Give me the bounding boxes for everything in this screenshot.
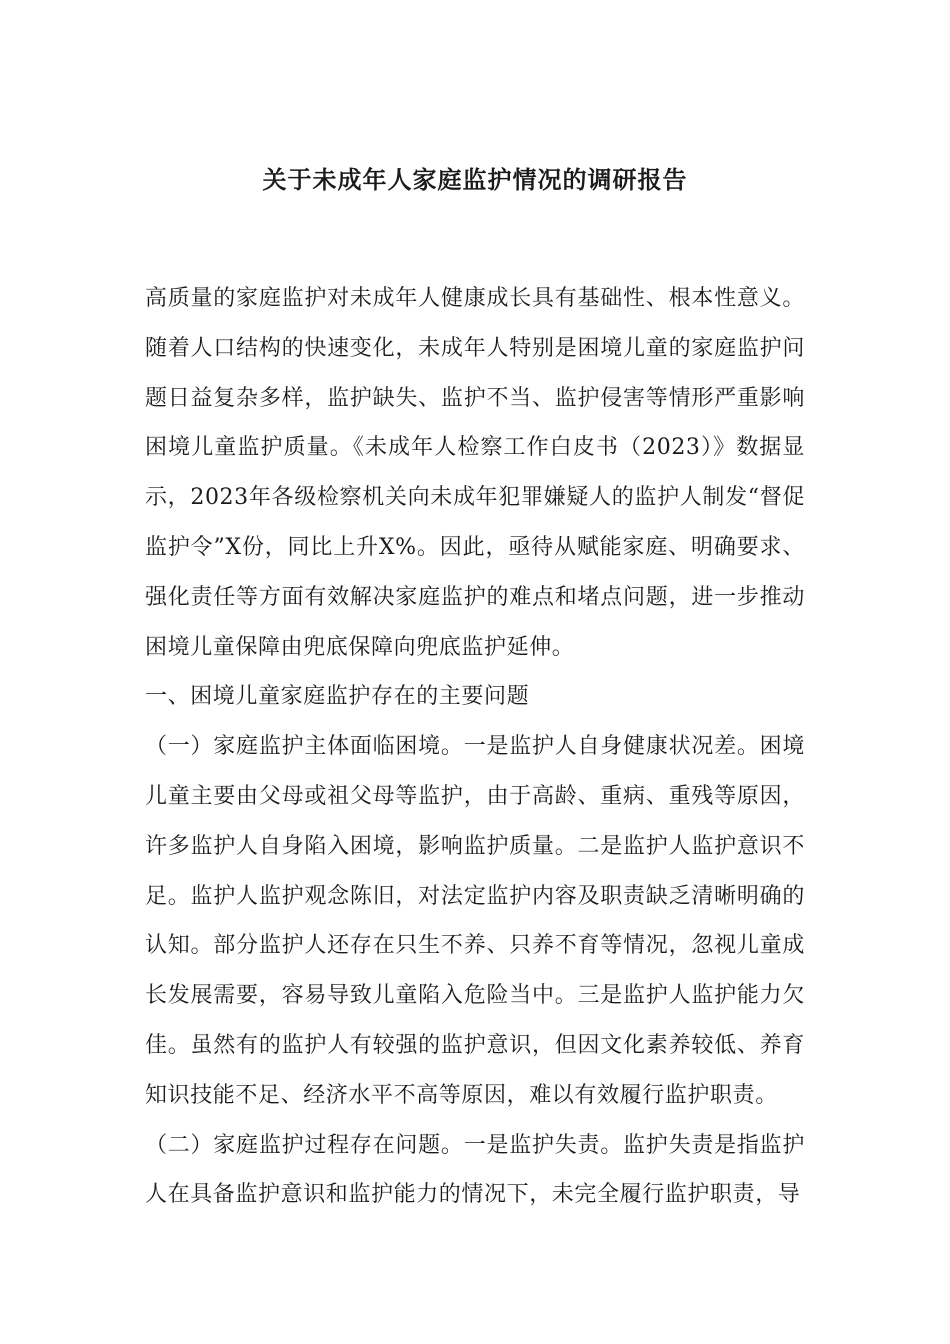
document-body <box>145 274 805 1220</box>
paragraph-intro: 高质量的家庭监护对未成年人健康成长具有基础性、根本性意义。随着人口结构的快速变化，未成年人特别是困境儿童的家庭监护问题日益复杂多样，监护缺失、监护不当、监护侵害等情形严重影响困境儿童监护质量。《未成年人检察工作白皮书（2023）》数据显示，2023年各级检察机关向未成年犯罪嫌疑人的监护人制发“督促监护令”X份，同比上升X%。因此，亟待从赋能家庭、明确要求、强化责任等方面有效解决家庭监护的难点和堵点问题，进一步推动困境儿童保障由兜底保障向兜底监护延伸。 <box>145 286 805 660</box>
document-title: 关于未成年人家庭监护情况的调研报告 <box>262 165 688 194</box>
section-heading-1: 一、困境儿童家庭监护存在的主要问题 <box>145 684 530 710</box>
paragraph-subsection-1: （一）家庭监护主体面临困境。一是监护人自身健康状况差。困境儿童主要由父母或祖父母等监护，由于高龄、重病、重残等原因，许多监护人自身陷入困境，影响监护质量。二是监护人监护意识不足。监护人监护观念陈旧，对法定监护内容及职责缺乏清晰明确的认知。部分监护人还存在只生不养、只养不育等情况，忽视儿童成长发展需要，容易导致儿童陷入危险当中。三是监护人监护能力欠佳。虽然有的监护人有较强的监护意识，但因文化素养较低、养育知识技能不足、经济水平不高等原因，难以有效履行监护职责。 <box>145 734 805 1108</box>
paragraph-subsection-2: （二）家庭监护过程存在问题。一是监护失责。监护失责是指监护人在具备监护意识和监护能力的情况下，未完全履行监护职责，导 <box>145 1132 805 1208</box>
